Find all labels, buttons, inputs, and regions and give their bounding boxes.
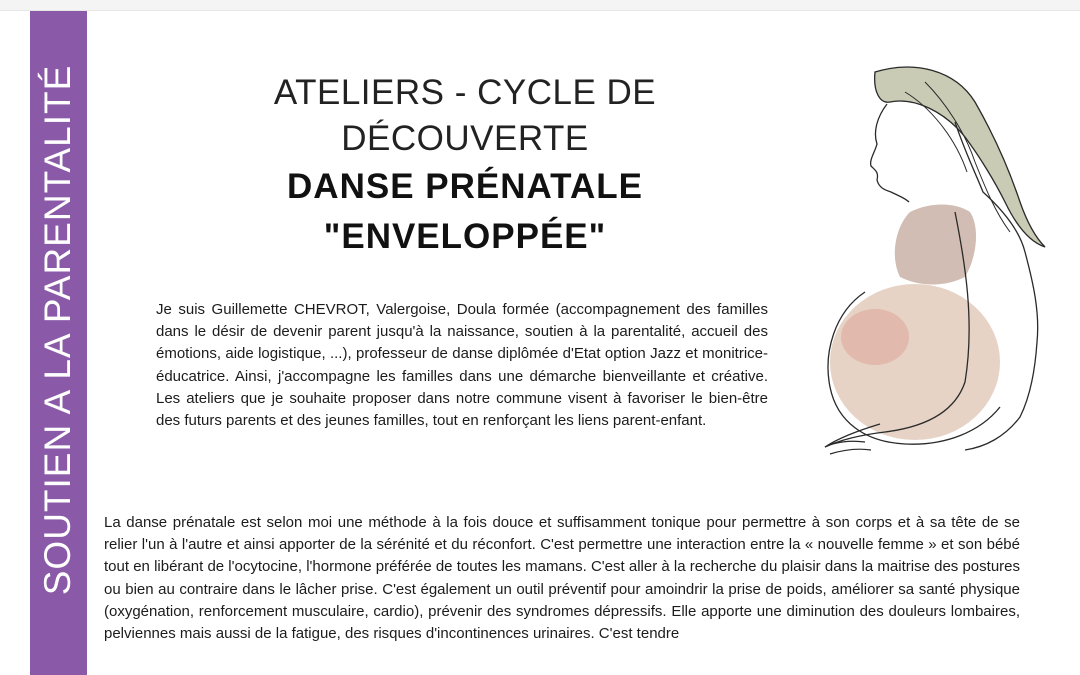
face-outline (871, 104, 909, 202)
top-garment (895, 205, 976, 285)
title-line-2: DÉCOUVERTE (341, 119, 589, 158)
pregnant-woman-icon (805, 62, 1060, 472)
section-sidebar-label: SOUTIEN A LA PARENTALITÉ (37, 64, 78, 596)
title-line-4: "ENVELOPPÉE" (323, 217, 607, 256)
body-paragraph: La danse prénatale est selon moi une méthode à la fois douce et suffisamment tonique pour permettre à son corps et à sa tête de se relier l'un à l'autre et ainsi apporter de la sérénité et du réconfort. C'est permettre une interaction entre la « nouvelle femme » et son bébé tout en libérant de l'ocytocine, l'hormone préférée de toutes les mamans. C'est aller à la recherche du plaisir dans la maitrise des postures ou bien au contraire dans le lâcher prise. C'est également un outil préventif pour amoindrir la prise de poids, améliorer sa santé physique (oxygénation, renforcement musculaire, cardio), prévenir des syndromes dépressifs. Elle apporte une diminution des douleurs lombaires, pelviennes mais aussi de la fatigue, des risques d'incontinences urinaires. C'est tendre (104, 514, 1020, 643)
title-line-1: ATELIERS - CYCLE DE (273, 73, 657, 112)
article-title (200, 70, 730, 262)
page-top-border (0, 0, 1080, 11)
belly-shape (830, 284, 1000, 440)
title-line-3: DANSE PRÉNATALE (287, 167, 643, 206)
belly-blush (841, 309, 909, 365)
intro-paragraph: Je suis Guillemette CHEVROT, Valergoise, Doula formée (accompagnement des familles dans le désir de devenir parent jusqu'à la naissance, soutien à la parentalité, accueil des émotions, aide logistique, ...), professeur de danse diplômée d'Etat option Jazz et monitrice-éducatrice. Ainsi, j'accompagne les familles dans une démarche bienveillante et créative. Les ateliers que je souhaite proposer dans notre commune visent à favoriser le bien-être des futurs parents et des jeunes familles, tout en renforçant les liens parent-enfant. (156, 301, 768, 430)
